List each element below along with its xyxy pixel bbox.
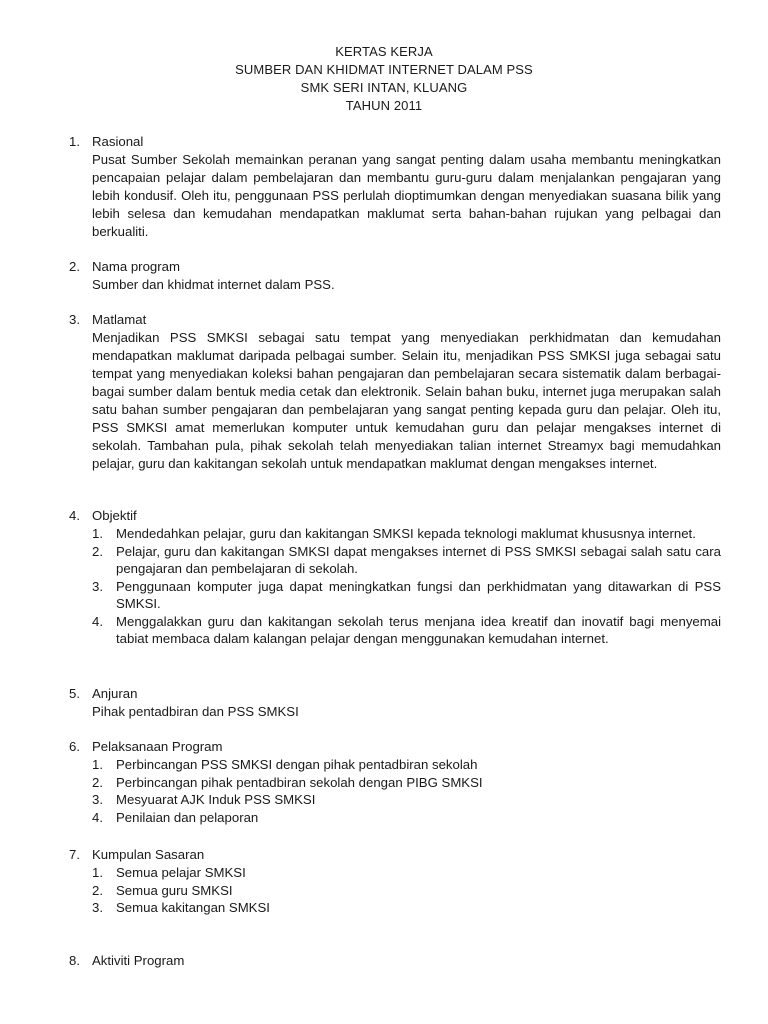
list-item: 4. Menggalakkan guru dan kakitangan sekolah terus menjana idea kreatif dan inovatif bagi menyemai tabiat membaca dalam kalangan pelajar dengan menggunakan kemudahan internet.	[92, 613, 721, 646]
section-number: 4.	[69, 508, 80, 523]
section-title: Pelaksanaan Program	[92, 739, 223, 754]
list-item: 3. Mesyuarat AJK Induk PSS SMKSI	[92, 792, 316, 807]
section-body: Pihak pentadbiran dan PSS SMKSI	[92, 704, 299, 719]
section-title: Nama program	[92, 259, 180, 274]
section-number: 7.	[69, 847, 80, 862]
section-nama-program	[69, 258, 721, 294]
section-title: Objektif	[92, 508, 137, 523]
section-title: Rasional	[92, 134, 144, 149]
section-title: Anjuran	[92, 686, 138, 701]
section-number: 1.	[69, 134, 80, 149]
section-title: Aktiviti Program	[92, 953, 185, 968]
section-objektif	[69, 507, 721, 648]
list-item: 4. Penilaian dan pelaporan	[92, 809, 259, 825]
implementation-list	[69, 756, 721, 826]
target-group-list	[69, 864, 721, 917]
list-item: 1. Perbincangan PSS SMKSI dengan pihak pentadbiran sekolah	[92, 757, 478, 772]
section-number: 6.	[69, 739, 80, 754]
section-matlamat	[69, 311, 721, 473]
list-item: 3. Penggunaan komputer juga dapat meningkatkan fungsi dan perkhidmatan yang ditawarkan di PSS SMKSI.	[92, 578, 721, 611]
section-title: Kumpulan Sasaran	[92, 847, 205, 862]
header-subtitle: SUMBER DAN KHIDMAT INTERNET DALAM PSS	[235, 62, 533, 77]
header-title: KERTAS KERJA	[335, 44, 433, 59]
section-kumpulan-sasaran	[69, 846, 721, 917]
section-number: 2.	[69, 259, 80, 274]
section-pelaksanaan-program	[69, 738, 721, 826]
header-school: SMK SERI INTAN, KLUANG	[300, 80, 468, 95]
section-title: Matlamat	[92, 312, 147, 327]
section-body: Menjadikan PSS SMKSI sebagai satu tempat yang menyediakan perkhidmatan dan kemudahan mendapatkan maklumat daripada pelbagai sumber. Selain itu, menjadikan PSS SMKSI juga sebagai satu tempat yang menyediakan koleksi bahan pengajaran dan pembelajaran secara sistematik dalam berbagai-bagai sumber dalam bentuk media cetak dan elektronik. Selain bahan buku, internet juga merupakan salah satu bahan sumber pengajaran dan pembelajaran yang sangat penting kepada guru dan pelajar. Oleh itu, PSS SMKSI amat memerlukan komputer untuk kemudahan guru dan pelajar mengakses internet di sekolah. Tambahan pula, pihak sekolah telah menyediakan talian internet Streamyx bagi memudahkan pelajar, guru dan kakitangan sekolah untuk mendapatkan maklumat dengan mengakses internet.	[92, 330, 721, 471]
objective-list	[69, 525, 721, 648]
list-item: 1. Semua pelajar SMKSI	[92, 865, 246, 880]
header-year: TAHUN 2011	[345, 98, 423, 113]
list-item: 2. Pelajar, guru dan kakitangan SMKSI dapat mengakses internet di PSS SMKSI sebagai salah satu cara pengajaran dan pembelajaran di sekolah.	[92, 543, 721, 576]
section-body: Sumber dan khidmat internet dalam PSS.	[92, 277, 335, 292]
section-aktiviti-program	[69, 952, 721, 970]
section-rasional	[69, 133, 721, 241]
document-header	[0, 43, 768, 115]
section-number: 3.	[69, 312, 80, 327]
section-number: 5.	[69, 686, 80, 701]
section-anjuran	[69, 685, 721, 721]
list-item: 2. Semua guru SMKSI	[92, 882, 233, 898]
list-item: 3. Semua kakitangan SMKSI	[92, 900, 270, 915]
section-number: 8.	[69, 953, 80, 968]
list-item: 1. Mendedahkan pelajar, guru dan kakitangan SMKSI kepada teknologi maklumat khususnya internet.	[92, 526, 696, 541]
section-body: Pusat Sumber Sekolah memainkan peranan yang sangat penting dalam usaha membantu meningkatkan pencapaian pelajar dalam pembelajaran dan membantu guru-guru dalam menjalankan pengajaran yang lebih kondusif. Oleh itu, penggunaan PSS perlulah dioptimumkan dengan menyediakan suasana bilik yang lebih selesa dan kemudahan mendapatkan maklumat serta bahan-bahan rujukan yang pelbagai dan berkualiti.	[92, 152, 721, 239]
list-item: 2. Perbincangan pihak pentadbiran sekolah dengan PIBG SMKSI	[92, 774, 483, 790]
